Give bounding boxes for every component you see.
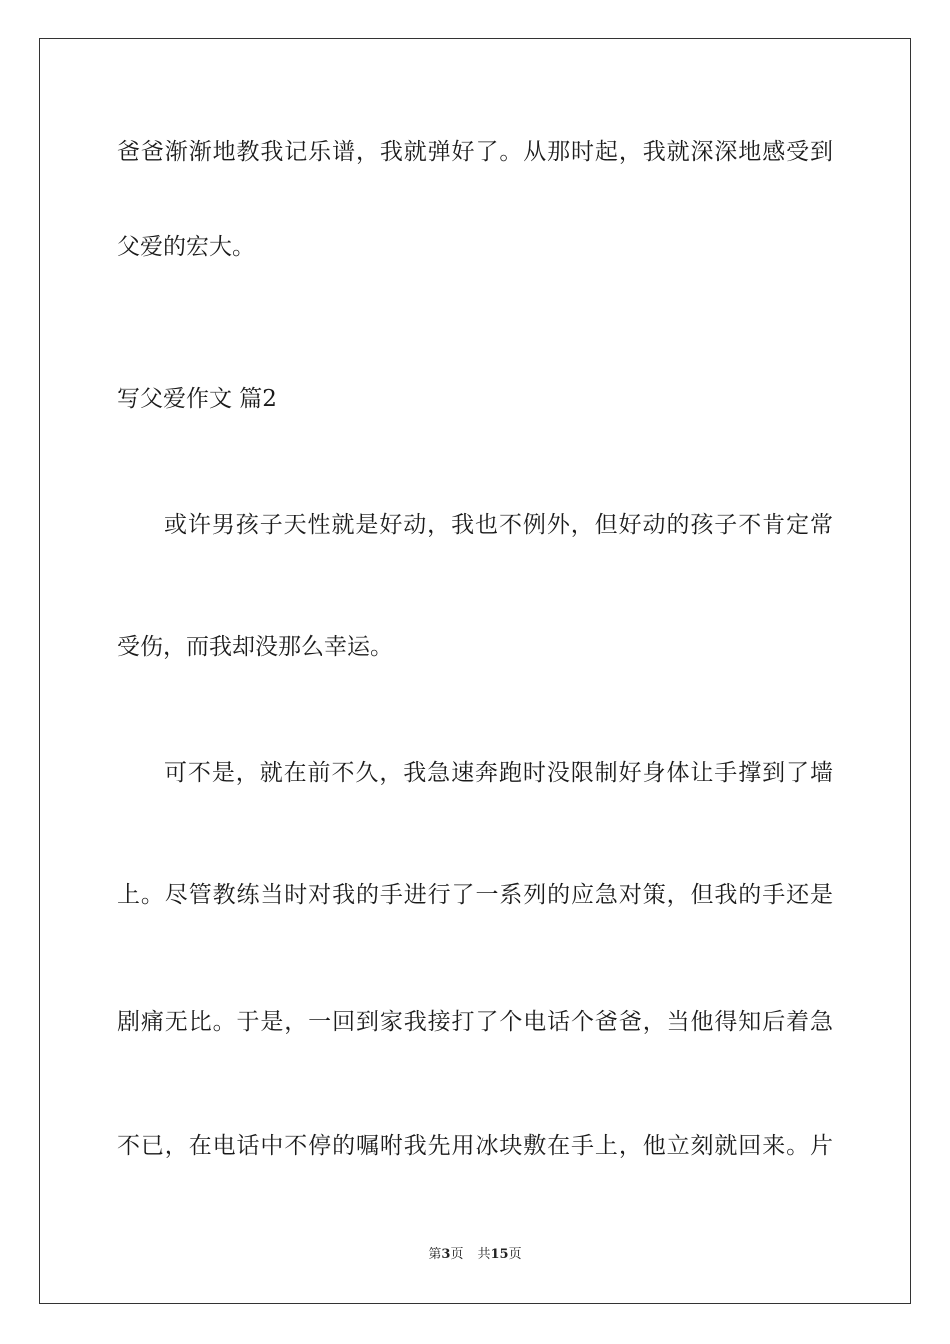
page-total-suffix: 页 (508, 1247, 522, 1262)
page-footer (0, 1246, 950, 1264)
page-number-prefix: 第 (428, 1247, 442, 1262)
page-number-suffix: 页 (450, 1247, 464, 1262)
paragraph-line: 爸爸渐渐地教我记乐谱，我就弹好了。从那时起，我就深深地感受到 (117, 139, 833, 165)
paragraph-line: 剧痛无比。于是，一回到家我接打了个电话个爸爸，当他得知后着急 (117, 1009, 833, 1035)
paragraph-line: 可不是，就在前不久，我急速奔跑时没限制好身体让手撑到了墙 (164, 760, 833, 786)
paragraph-line: 上。尽管教练当时对我的手进行了一系列的应急对策，但我的手还是 (117, 882, 833, 908)
page-border (39, 38, 911, 1304)
page-total: 15 (490, 1247, 509, 1262)
page-number-current: 3 (441, 1247, 451, 1262)
paragraph-line: 父爱的宏大。 (117, 234, 255, 260)
page-total-prefix: 共 (477, 1247, 491, 1262)
paragraph-line: 不已，在电话中不停的嘱咐我先用冰块敷在手上，他立刻就回来。片 (117, 1133, 833, 1159)
paragraph-line: 受伤，而我却没那么幸运。 (117, 634, 393, 660)
section-heading: 写父爱作文 篇2 (117, 386, 277, 412)
paragraph-line: 或许男孩子天性就是好动，我也不例外，但好动的孩子不肯定常 (164, 512, 833, 538)
